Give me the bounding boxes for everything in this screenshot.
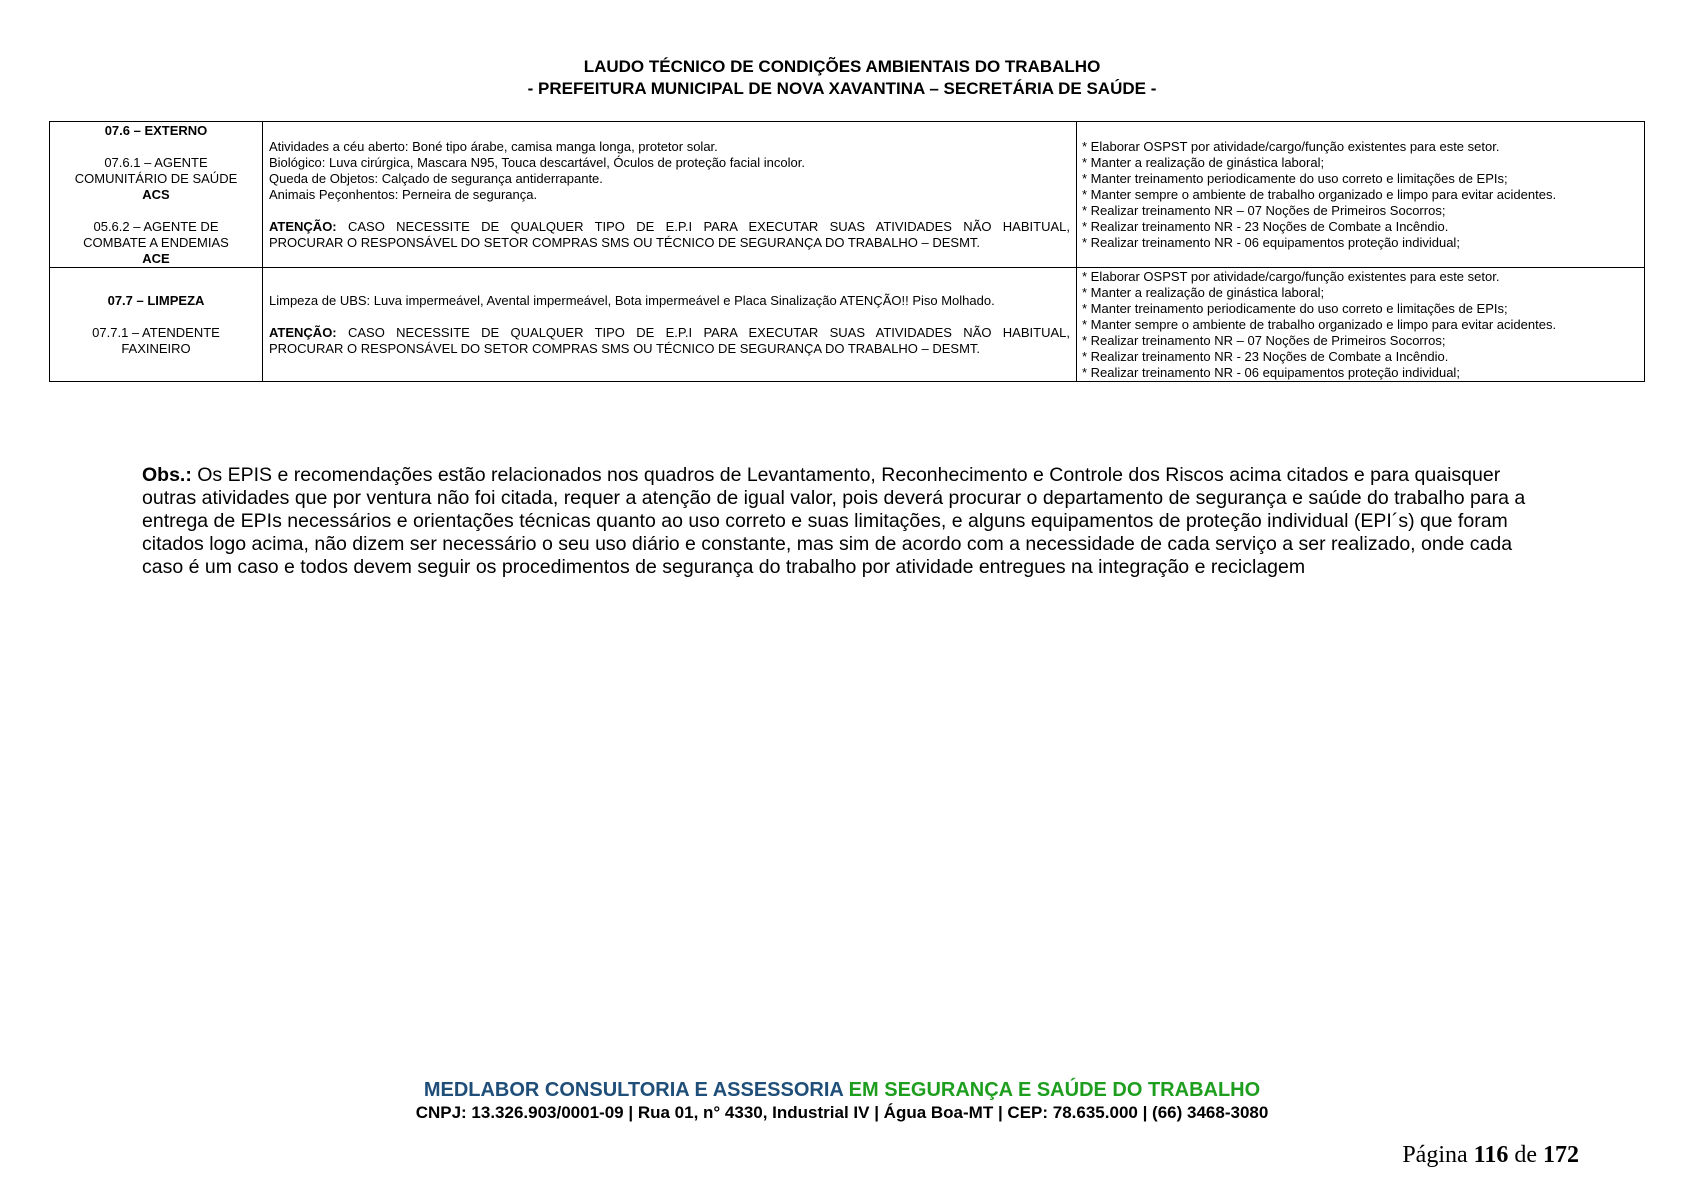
page-total: 172: [1543, 1142, 1579, 1168]
document-header: [0, 56, 1684, 100]
page-footer: [0, 1078, 1684, 1124]
epi-item: Animais Peçonhentos: Perneira de segurança.: [269, 186, 538, 202]
attention-text: CASO NECESSITE DE QUALQUER TIPO DE E.P.I PARA EXECUTAR SUAS ATIVIDADES NÃO HABITUAL,: [347, 218, 1070, 234]
recommendation-item: * Manter sempre o ambiente de trabalho organizado e limpo para evitar acidentes.: [1082, 316, 1557, 332]
recommendation-item: * Manter a realização de ginástica laboral;: [1082, 154, 1325, 170]
table-row: [50, 268, 1645, 382]
recommendation-item: * Manter treinamento periodicamente do uso correto e limitações de EPIs;: [1082, 300, 1508, 316]
document-title: LAUDO TÉCNICO DE CONDIÇÕES AMBIENTAIS DO TRABALHO: [583, 57, 1101, 76]
company-name-part1: MEDLABOR CONSULTORIA E ASSESSORIA: [423, 1079, 844, 1101]
company-name: [0, 1078, 1684, 1102]
page-number: [1402, 1142, 1579, 1169]
recommendation-item: * Manter sempre o ambiente de trabalho organizado e limpo para evitar acidentes.: [1082, 186, 1557, 202]
attention-note: [269, 325, 1070, 341]
attention-text: PROCURAR O RESPONSÁVEL DO SETOR COMPRAS SMS OU TÉCNICO DE SEGURANÇA DO TRABALHO – DESMT.: [269, 234, 981, 250]
recommendation-item: * Manter a realização de ginástica laboral;: [1082, 284, 1325, 300]
role-abbreviation: ACE: [142, 250, 170, 266]
company-address: CNPJ: 13.326.903/0001-09 | Rua 01, n° 4330, Industrial IV | Água Boa-MT | CEP: 78.635.000 | (66) 3468-3080: [415, 1103, 1269, 1122]
recommendation-item: * Realizar treinamento NR – 07 Noções de Primeiros Socorros;: [1082, 202, 1446, 218]
sector-cell: [50, 268, 263, 382]
epi-item: Atividades a céu aberto: Boné tipo árabe, camisa manga longa, protetor solar.: [269, 138, 718, 154]
observation-text: Os EPIS e recomendações estão relacionados nos quadros de Levantamento, Reconhecimento e Controle dos Riscos acima citados e para quaisquer outras atividades que por ventura não foi citada, requer a atenção de igual valor, pois deverá procurar o departamento de segurança e saúde do trabalho para a entrega de EPIs necessários e orientações técnicas quanto ao uso correto e suas limitações, e alguns equipamentos de proteção individual (EPI´s) que foram citados logo acima, não dizem ser necessário o seu uso diário e constante, mas sim de acordo com a necessidade de cada serviço a ser realizado, onde cada caso é um caso e todos devem seguir os procedimentos de segurança do trabalho por atividade entregues na integração e reciclagem: [142, 464, 1526, 578]
risk-control-table: [49, 121, 1645, 382]
page-of: de: [1514, 1142, 1537, 1168]
epi-item: Limpeza de UBS: Luva impermeável, Avental impermeável, Bota impermeável e Placa Sinalização ATENÇÃO!! Piso Molhado.: [269, 292, 995, 308]
role-label: 07.7.1 – ATENDENTE: [92, 324, 220, 340]
recommendations-cell: [1077, 268, 1645, 382]
role-label: FAXINEIRO: [121, 340, 191, 356]
attention-label: ATENÇÃO:: [269, 324, 337, 340]
role-label: 07.6.1 – AGENTE: [104, 154, 208, 170]
observation-label: Obs.:: [142, 464, 192, 486]
company-name-part2: EM SEGURANÇA E SAÚDE DO TRABALHO: [848, 1079, 1261, 1101]
recommendation-item: * Realizar treinamento NR - 23 Noções de Combate a Incêndio.: [1082, 218, 1449, 234]
attention-text: CASO NECESSITE DE QUALQUER TIPO DE E.P.I PARA EXECUTAR SUAS ATIVIDADES NÃO HABITUAL,: [347, 324, 1070, 340]
page-current: 116: [1473, 1142, 1509, 1168]
observation-paragraph: [142, 464, 1552, 579]
epi-cell: [263, 122, 1077, 268]
role-label: COMBATE A ENDEMIAS: [83, 234, 229, 250]
attention-note: [269, 219, 1070, 235]
recommendation-item: * Elaborar OSPST por atividade/cargo/função existentes para este setor.: [1082, 268, 1500, 284]
role-label: COMUNITÁRIO DE SAÚDE: [74, 170, 238, 186]
attention-label: ATENÇÃO:: [269, 218, 337, 234]
document-subtitle: - PREFEITURA MUNICIPAL DE NOVA XAVANTINA – SECRETÁRIA DE SAÚDE -: [527, 79, 1157, 98]
sector-title: 07.6 – EXTERNO: [104, 122, 208, 138]
recommendations-cell: [1077, 122, 1645, 268]
recommendation-item: * Realizar treinamento NR - 06 equipamentos proteção individual;: [1082, 234, 1460, 250]
recommendation-item: * Realizar treinamento NR - 06 equipamentos proteção individual;: [1082, 364, 1460, 380]
sector-title: 07.7 – LIMPEZA: [107, 292, 205, 308]
recommendation-item: * Realizar treinamento NR – 07 Noções de Primeiros Socorros;: [1082, 332, 1446, 348]
role-label: 05.6.2 – AGENTE DE: [93, 218, 219, 234]
page-label: Página: [1402, 1142, 1468, 1168]
epi-cell: [263, 268, 1077, 382]
epi-item: Biológico: Luva cirúrgica, Mascara N95, Touca descartável, Óculos de proteção facial incolor.: [269, 154, 805, 170]
attention-text: PROCURAR O RESPONSÁVEL DO SETOR COMPRAS SMS OU TÉCNICO DE SEGURANÇA DO TRABALHO – DESMT.: [269, 340, 981, 356]
table-row: [50, 122, 1645, 268]
recommendation-item: * Elaborar OSPST por atividade/cargo/função existentes para este setor.: [1082, 138, 1500, 154]
recommendation-item: * Manter treinamento periodicamente do uso correto e limitações de EPIs;: [1082, 170, 1508, 186]
epi-item: Queda de Objetos: Calçado de segurança antiderrapante.: [269, 170, 603, 186]
role-abbreviation: ACS: [142, 186, 170, 202]
sector-cell: [50, 122, 263, 268]
recommendation-item: * Realizar treinamento NR - 23 Noções de Combate a Incêndio.: [1082, 348, 1449, 364]
